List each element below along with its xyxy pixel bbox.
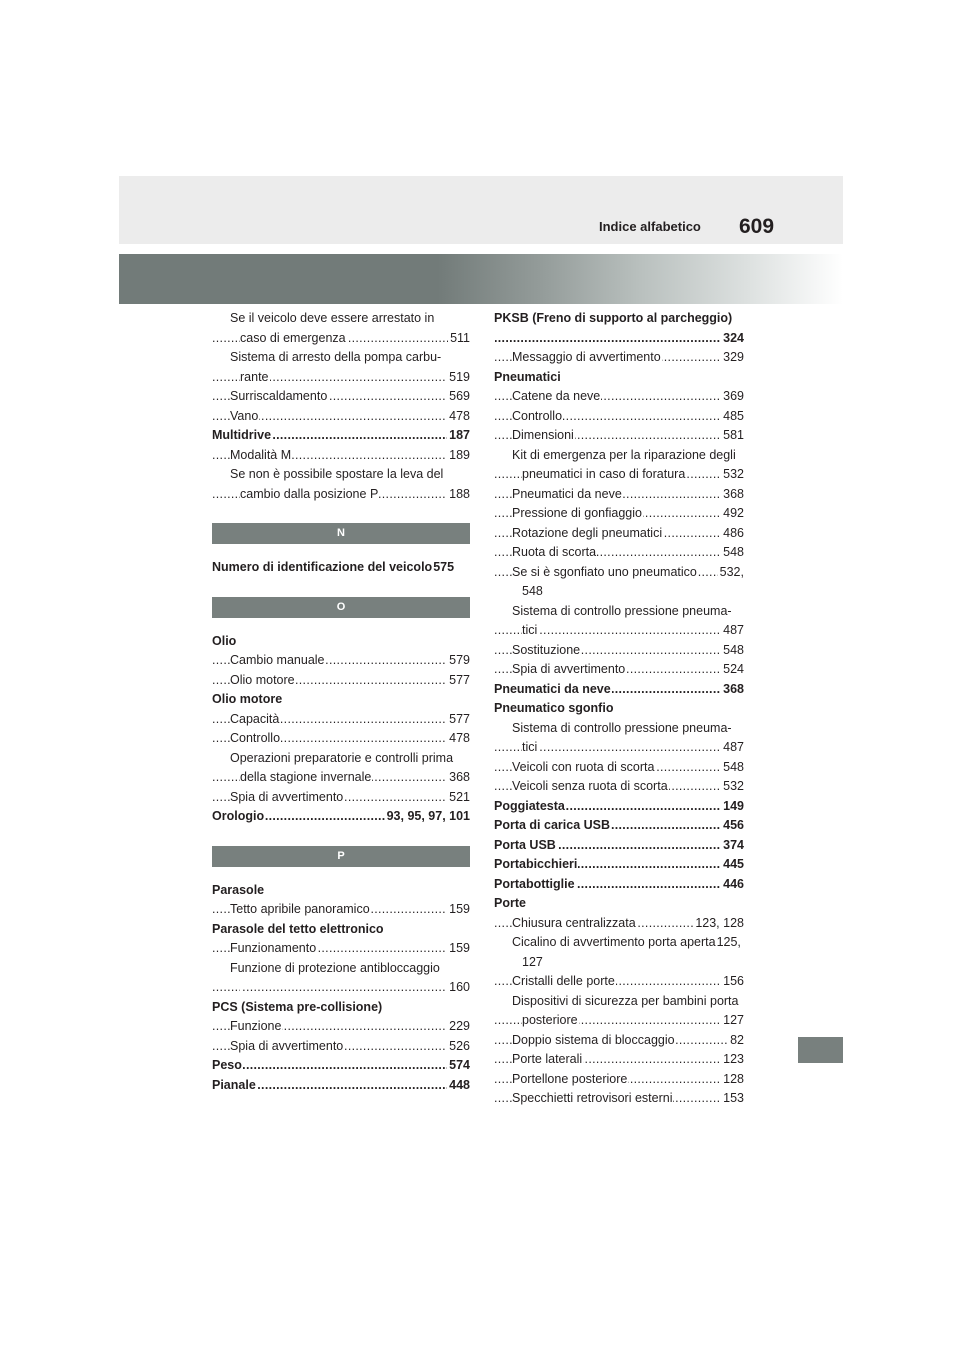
entry-page-ref[interactable]: 569 (447, 387, 470, 407)
index-entry (212, 329, 470, 349)
entry-page-ref[interactable]: 229 (447, 1017, 470, 1037)
entry-page-ref[interactable]: 187 (447, 426, 470, 446)
entry-label: 548 (522, 584, 543, 598)
entry-label: Catene da neve (512, 389, 601, 403)
entry-label (240, 980, 241, 994)
entry-page-ref[interactable]: 128 (721, 1070, 744, 1090)
index-entry (212, 558, 470, 578)
entry-page-ref[interactable]: 521 (447, 788, 470, 808)
entry-page-ref[interactable]: 579 (447, 651, 470, 671)
entry-label: Pressione di gonfiaggio (512, 506, 642, 520)
index-entry (212, 309, 470, 329)
index-entry (494, 914, 744, 934)
entry-page-ref[interactable]: 526 (447, 1037, 470, 1057)
index-entry (494, 426, 744, 446)
index-entry (212, 939, 470, 959)
entry-label: Porte (494, 896, 526, 910)
index-entry (494, 465, 744, 485)
index-entry (212, 978, 470, 998)
index-entry (212, 920, 470, 940)
entry-page-ref[interactable]: 478 (447, 407, 470, 427)
entry-label: Se si è sgonfiato uno pneumatico (512, 564, 697, 579)
entry-label: Spia di avvertimento (512, 662, 626, 676)
index-entry (212, 900, 470, 920)
header-band (119, 176, 843, 244)
index-entry (494, 875, 744, 895)
entry-page-ref[interactable]: 368 (721, 680, 744, 700)
entry-page-ref[interactable]: ..... 324 (721, 329, 744, 349)
entry-label: Vano (230, 408, 259, 423)
entry-label: Portabottiglie (494, 876, 575, 891)
index-entry (494, 1089, 744, 1109)
section-header-p: P (212, 846, 470, 867)
entry-page-ref[interactable]: 446 (721, 875, 744, 895)
entry-page-ref[interactable]: 575 (433, 560, 455, 574)
index-entry (494, 563, 744, 583)
index-column-left (212, 309, 470, 1095)
index-entry (212, 671, 470, 691)
entry-label: Pneumatico sgonfio (494, 701, 614, 715)
entry-page-ref[interactable]: 123 (721, 1050, 744, 1070)
entry-page-ref[interactable]: 492 (721, 504, 744, 524)
entry-page-ref[interactable]: 368 (721, 485, 744, 505)
chapter-thumb-tab (798, 1037, 843, 1063)
entry-label: Parasole del tetto elettronico (212, 921, 384, 936)
index-entry (494, 758, 744, 778)
entry-page-ref[interactable]: 532, (718, 563, 744, 583)
index-entry (212, 348, 470, 368)
index-entry (494, 777, 744, 797)
entry-label: Pneumatici da neve (512, 486, 622, 501)
entry-label: cambio dalla posizione P (240, 486, 379, 501)
section-header-o: O (212, 597, 470, 618)
entry-page-ref[interactable]: 445 (721, 855, 744, 875)
entry-page-ref[interactable]: 548 (721, 543, 744, 563)
entry-label: Porte laterali (512, 1052, 583, 1066)
index-entry (212, 632, 470, 652)
entry-label: Olio motore (212, 692, 283, 706)
entry-label: 127 (522, 954, 543, 969)
entry-page-ref[interactable]: 123, 128 (693, 914, 744, 934)
index-entry (494, 953, 744, 973)
entry-label: della stagione invernale (240, 770, 372, 784)
page-number: 609 (739, 215, 775, 238)
index-entry (494, 738, 744, 758)
index-entry (212, 387, 470, 407)
index-entry (494, 543, 744, 563)
index-entry (494, 1011, 744, 1031)
entry-page-ref[interactable]: 548 (721, 758, 744, 778)
entry-label: pneumatici in caso di foratura (522, 467, 686, 481)
index-entry (212, 710, 470, 730)
entry-label: Sistema di arresto della pompa carbu- (230, 350, 442, 364)
entry-label: Sostituzione (512, 642, 581, 657)
index-entry (494, 1070, 744, 1090)
index-entry (212, 1037, 470, 1057)
index-entry (212, 368, 470, 388)
index-entry (494, 582, 744, 602)
index-entry (212, 749, 470, 769)
entry-label: Porta USB (494, 837, 556, 852)
index-entry (494, 1031, 744, 1051)
index-entry (494, 660, 744, 680)
entry-page-ref[interactable]: 93, 95, 97, 101 (385, 807, 470, 827)
entry-label: Sistema di controllo pressione pneuma- (512, 720, 732, 735)
entry-label: tici (522, 740, 538, 754)
entry-label (494, 331, 495, 345)
entry-label: Surriscaldamento (230, 389, 328, 403)
entry-label: Modalità M (230, 447, 292, 462)
entry-page-ref[interactable]: 127 (721, 1011, 744, 1031)
entry-page-ref[interactable]: 532 (721, 777, 744, 797)
index-entry (494, 1050, 744, 1070)
index-entry (212, 998, 470, 1018)
entry-page-ref[interactable]: 374 (721, 836, 744, 856)
entry-page-ref[interactable]: 448 (447, 1076, 470, 1096)
entry-label: Numero di identificazione del veicolo (212, 560, 433, 574)
entry-label: Specchietti retrovisori esterni (512, 1091, 673, 1105)
entry-page-ref[interactable]: 159 (447, 939, 470, 959)
entry-label: Funzione (230, 1019, 282, 1033)
entry-page-ref[interactable]: ..... 160 (447, 978, 470, 998)
entry-label: PCS (Sistema pre-collisione) (212, 999, 383, 1014)
index-entry (494, 836, 744, 856)
entry-label: Capacità (230, 711, 280, 726)
entry-page-ref[interactable]: 577 (447, 671, 470, 691)
entry-label: Funzione di protezione antibloccaggio (230, 960, 440, 975)
entry-page-ref[interactable]: 159 (447, 900, 470, 920)
index-entry (494, 855, 744, 875)
entry-label: Controllo (230, 731, 281, 745)
entry-label: tici (522, 623, 538, 637)
entry-page-ref[interactable]: 511 (448, 329, 470, 349)
index-entry (212, 959, 470, 979)
decorative-gradient-bar (119, 254, 843, 304)
entry-label: Operazioni preparatorie e controlli prima (230, 750, 454, 765)
entry-page-ref[interactable]: 149 (721, 797, 744, 817)
entry-label: Poggiatesta (494, 798, 565, 813)
entry-label: Sistema di controllo pressione pneuma- (512, 603, 732, 618)
entry-page-ref[interactable]: 368 (447, 768, 470, 788)
entry-label: Pneumatici (494, 369, 561, 384)
entry-label: Cicalino di avvertimento porta aperta (512, 935, 716, 949)
entry-page-ref[interactable]: 456 (721, 816, 744, 836)
entry-page-ref[interactable]: 82 (728, 1031, 744, 1051)
entry-label: Funzionamento (230, 941, 317, 955)
entry-label: Dimensioni (512, 428, 574, 442)
index-entry (212, 788, 470, 808)
entry-label: Dispositivi di sicurezza per bambini porta (512, 993, 739, 1008)
index-entry (212, 690, 470, 710)
entry-label: Parasole (212, 882, 265, 897)
entry-label: Olio motore (230, 672, 295, 687)
index-entry (494, 524, 744, 544)
entry-label: rante (240, 369, 269, 384)
index-entry (494, 933, 744, 953)
entry-page-ref[interactable]: 519 (447, 368, 470, 388)
entry-page-ref[interactable]: 188 (447, 485, 470, 505)
index-entry (494, 719, 744, 739)
index-entry (494, 446, 744, 466)
index-entry (212, 1076, 470, 1096)
entry-label: Rotazione degli pneumatici (512, 525, 663, 540)
section-header-n: N (212, 523, 470, 544)
index-entry (494, 368, 744, 388)
entry-label: Cambio manuale (230, 653, 325, 667)
index-entry (494, 602, 744, 622)
entry-page-ref[interactable]: 532 (721, 465, 744, 485)
entry-label: Veicoli senza ruota di scorta (512, 779, 668, 793)
entry-page-ref[interactable]: 577 (447, 710, 470, 730)
page-title: Indice alfabetico (599, 219, 701, 234)
entry-label: Messaggio di avvertimento (512, 350, 661, 364)
index-entry (494, 348, 744, 368)
entry-label: Orologio (212, 809, 265, 823)
index-entry (494, 680, 744, 700)
entry-label: Multidrive (212, 428, 272, 442)
entry-page-ref[interactable]: 125, (716, 935, 741, 949)
entry-label: Pneumatici da neve (494, 681, 611, 696)
index-entry (494, 329, 744, 349)
entry-page-ref[interactable]: 574 (447, 1056, 470, 1076)
index-entry (494, 894, 744, 914)
index-entry (212, 807, 470, 827)
index-entry (212, 426, 470, 446)
index-entry (212, 729, 470, 749)
entry-label: Chiusura centralizzata (512, 915, 636, 930)
entry-label: PKSB (Freno di supporto al parcheggio) (494, 311, 733, 325)
index-entry (494, 972, 744, 992)
index-entry (494, 387, 744, 407)
entry-page-ref[interactable]: 156 (721, 972, 744, 992)
entry-label: Spia di avvertimento (230, 789, 344, 804)
entry-label: Se non è possibile spostare la leva del (230, 467, 444, 481)
index-entry (494, 485, 744, 505)
index-entry (212, 1017, 470, 1037)
entry-page-ref[interactable]: 329 (721, 348, 744, 368)
entry-label: Spia di avvertimento (230, 1038, 344, 1053)
entry-label: Portabicchieri (494, 857, 578, 871)
index-entry (212, 768, 470, 788)
entry-label: posteriore (522, 1013, 578, 1027)
entry-page-ref[interactable]: 485 (721, 407, 744, 427)
index-column-right (494, 309, 744, 1109)
entry-label: Pianale (212, 1077, 256, 1092)
index-entry (494, 504, 744, 524)
entry-label: Olio (212, 633, 237, 648)
index-entry (494, 309, 744, 329)
index-entry (212, 881, 470, 901)
index-entry (212, 651, 470, 671)
entry-label: Doppio sistema di bloccaggio (512, 1032, 675, 1047)
index-entry (212, 407, 470, 427)
index-entry (494, 621, 744, 641)
index-entry (494, 797, 744, 817)
entry-label: Ruota di scorta (512, 545, 597, 559)
entry-page-ref[interactable]: 487 (721, 621, 744, 641)
index-entry (212, 446, 470, 466)
entry-page-ref[interactable]: 486 (721, 524, 744, 544)
index-entry (212, 465, 470, 485)
entry-label: Porta di carica USB (494, 818, 611, 832)
index-entry (494, 407, 744, 427)
entry-label: Veicoli con ruota di scorta (512, 759, 655, 774)
index-entry (494, 816, 744, 836)
entry-label: Cristalli delle porte (512, 974, 615, 988)
entry-label: Tetto apribile panoramico (230, 902, 370, 916)
entry-page-ref[interactable]: 369 (721, 387, 744, 407)
index-entry (212, 1056, 470, 1076)
entry-page-ref[interactable]: 487 (721, 738, 744, 758)
entry-page-ref[interactable]: 189 (447, 446, 470, 466)
index-entry (494, 992, 744, 1012)
entry-label: Se il veicolo deve essere arrestato in (230, 311, 435, 325)
entry-page-ref[interactable]: 548 (721, 641, 744, 661)
index-entry (494, 641, 744, 661)
entry-page-ref[interactable]: 478 (447, 729, 470, 749)
entry-label: Kit di emergenza per la riparazione degli (512, 447, 736, 462)
entry-page-ref[interactable]: 581 (721, 426, 744, 446)
entry-page-ref[interactable]: 524 (721, 660, 744, 680)
entry-page-ref[interactable]: 153 (721, 1089, 744, 1109)
index-entry (494, 699, 744, 719)
entry-label: Portellone posteriore (512, 1071, 628, 1086)
index-entry (212, 485, 470, 505)
entry-label: caso di emergenza (240, 330, 346, 345)
entry-label: Peso (212, 1058, 242, 1072)
entry-label: Controllo (512, 408, 563, 423)
